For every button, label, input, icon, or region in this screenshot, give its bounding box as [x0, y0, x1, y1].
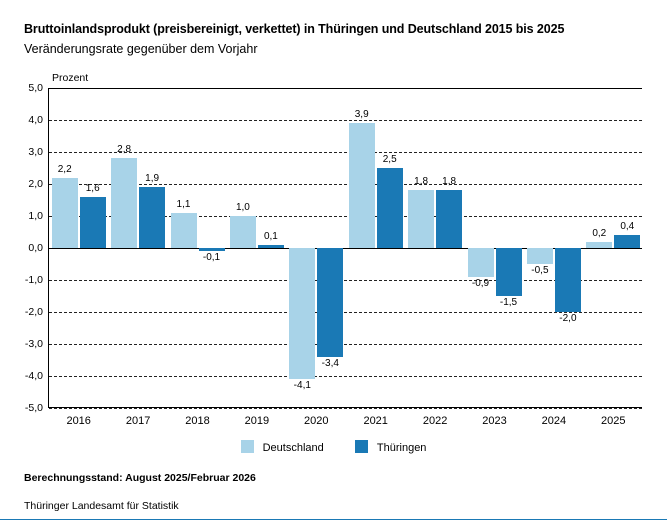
bar-value-label: 1,8	[414, 176, 429, 188]
bar-deutschland-2016	[52, 178, 78, 248]
legend-item-deutschland	[241, 440, 324, 454]
legend-label-thueringen: Thüringen	[376, 442, 427, 454]
bar-deutschland-2025	[586, 242, 612, 248]
chart-legend	[0, 440, 667, 454]
x-axis-tick-label: 2024	[541, 415, 567, 427]
y-axis-unit-label: Prozent	[52, 72, 89, 84]
bar-value-label: -1,5	[499, 297, 518, 308]
y-axis-tick-label: -5,0	[24, 402, 43, 414]
gridline	[49, 152, 642, 153]
x-axis-tick-label: 2025	[601, 415, 626, 427]
y-axis-tick-label: 2,0	[28, 178, 43, 190]
legend-label-deutschland: Deutschland	[262, 442, 324, 454]
bar-value-label: 2,8	[117, 144, 132, 156]
bar-value-label: -0,5	[531, 265, 549, 276]
gridline	[49, 216, 642, 217]
bar-thüringen-2024	[555, 248, 581, 312]
bar-value-label: -3,4	[321, 357, 339, 369]
bar-thüringen-2016	[80, 197, 106, 248]
bar-value-label: -0,9	[471, 277, 490, 289]
bar-value-label: 2,2	[57, 163, 72, 175]
bar-value-label: 3,9	[354, 109, 369, 121]
source-label: Thüringer Landesamt für Statistik	[24, 500, 179, 512]
bar-value-label: 1,0	[235, 202, 250, 213]
bar-deutschland-2022	[408, 190, 434, 248]
gridline	[49, 88, 642, 89]
gridline	[49, 312, 642, 313]
bar-thüringen-2020	[317, 248, 343, 357]
bar-deutschland-2018	[171, 213, 197, 248]
legend-swatch-thueringen	[355, 440, 368, 453]
x-axis-tick-label: 2016	[66, 415, 91, 427]
bar-thüringen-2019	[258, 245, 284, 248]
bar-thüringen-2022	[436, 190, 462, 248]
bar-thüringen-2023	[496, 248, 522, 296]
y-axis-tick-label: 1,0	[28, 210, 43, 222]
bar-deutschland-2019	[230, 216, 256, 248]
gridline	[49, 344, 642, 345]
legend-item-thueringen	[355, 440, 427, 454]
y-axis-tick-label: 4,0	[28, 114, 43, 126]
bar-value-label: 1,9	[145, 173, 160, 185]
y-axis-tick-label: -1,0	[24, 274, 43, 286]
plot-inner	[24, 82, 642, 427]
bar-value-label: 0,1	[263, 230, 278, 242]
bar-value-label: 0,4	[620, 221, 635, 233]
bar-thüringen-2021	[377, 168, 403, 248]
bar-deutschland-2017	[111, 158, 137, 248]
x-axis-tick-label: 2023	[482, 415, 507, 427]
bar-value-label: 2,5	[382, 154, 397, 165]
y-axis-tick-label: 0,0	[28, 242, 43, 254]
x-axis-tick-label: 2019	[244, 415, 270, 427]
bar-thüringen-2017	[139, 187, 165, 248]
y-axis-tick-label: -3,0	[24, 338, 43, 350]
y-axis-tick-label: 5,0	[28, 82, 43, 94]
x-axis-tick-label: 2017	[125, 415, 151, 427]
legend-swatch-deutschland	[241, 440, 254, 453]
gridline	[49, 184, 642, 185]
bar-value-label: 1,8	[442, 176, 457, 188]
x-axis-tick-label: 2022	[422, 415, 448, 427]
calculation-note: Berechnungsstand: August 2025/Februar 2026	[24, 472, 256, 484]
gridline	[49, 280, 642, 281]
gridline	[49, 376, 642, 377]
y-axis-tick-label: -4,0	[24, 370, 43, 382]
bar-value-label: 1,1	[176, 198, 191, 210]
x-axis-tick-label: 2020	[304, 415, 329, 427]
bar-deutschland-2024	[527, 248, 553, 264]
y-axis-tick-label: 3,0	[28, 146, 43, 158]
gridline	[49, 408, 642, 409]
bar-thüringen-2018	[199, 248, 225, 251]
bar-deutschland-2023	[468, 248, 494, 277]
bar-value-label: 1,6	[85, 182, 100, 194]
page-title: Bruttoinlandsprodukt (preisbereinigt, verkettet) in Thüringen und Deutschland 2015 bis 2025	[24, 22, 565, 36]
plot-area	[24, 82, 642, 427]
gridline	[49, 120, 642, 121]
x-axis-tick-label: 2018	[185, 415, 210, 427]
gridline	[49, 248, 642, 249]
bar-deutschland-2021	[349, 123, 375, 248]
bar-deutschland-2020	[289, 248, 315, 379]
bar-value-label: -0,1	[202, 252, 221, 264]
y-axis-tick-label: -2,0	[24, 306, 43, 318]
x-axis-tick-label: 2021	[363, 415, 388, 427]
bar-value-label: -4,1	[293, 380, 311, 392]
bar-value-label: -2,0	[559, 313, 577, 324]
bar-value-label: 0,2	[592, 227, 607, 239]
page-subtitle: Veränderungsrate gegenüber dem Vorjahr	[24, 42, 258, 56]
bar-thüringen-2025	[614, 235, 640, 248]
